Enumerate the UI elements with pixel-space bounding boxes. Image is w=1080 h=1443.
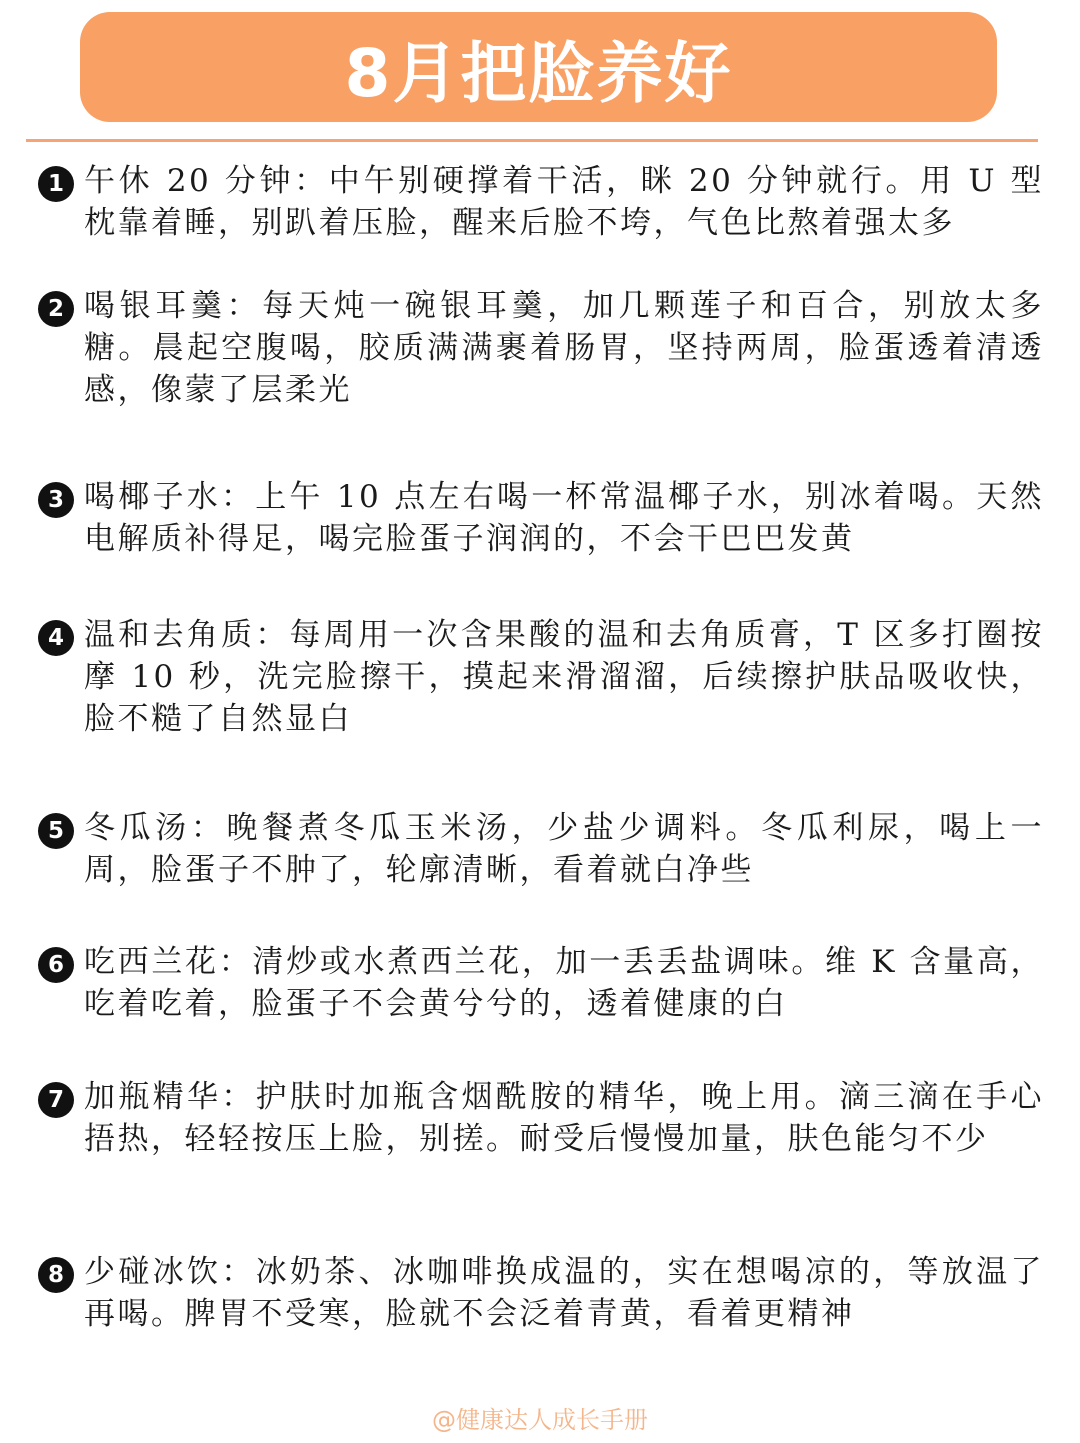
tip-text bbox=[84, 614, 1044, 740]
number-badge-icon: 4 bbox=[38, 620, 74, 656]
tip-item bbox=[38, 476, 1058, 560]
tip-item bbox=[38, 160, 1058, 244]
tip-label: 少碰冰饮： bbox=[84, 1254, 256, 1290]
tip-text bbox=[84, 476, 1044, 560]
number-badge-icon: 5 bbox=[38, 813, 74, 849]
tip-body: 冰奶茶、冰咖啡换成温的，实在想喝凉的，等放温了再喝。脾胃不受寒，脸就不会泛着青黄，看着更精神 bbox=[84, 1254, 1045, 1332]
tip-label: 吃西兰花： bbox=[84, 944, 253, 980]
tip-item bbox=[38, 285, 1058, 411]
tip-label: 喝椰子水： bbox=[84, 479, 256, 515]
title-banner bbox=[80, 12, 997, 122]
number-badge-icon: 3 bbox=[38, 482, 74, 518]
tip-body: 中午别硬撑着干活，眯 20 分钟就行。用 U 型枕靠着睡，别趴着压脸，醒来后脸不垮，气色比熬着强太多 bbox=[84, 163, 1044, 241]
tip-body: 晚餐煮冬瓜玉米汤，少盐少调料。冬瓜利尿，喝上一周，脸蛋子不肿了，轮廓清晰，看着就白净些 bbox=[84, 810, 1045, 888]
tip-body: 上午 10 点左右喝一杯常温椰子水，别冰着喝。天然电解质补得足，喝完脸蛋子润润的，不会干巴巴发黄 bbox=[84, 479, 1045, 557]
tip-body: 护肤时加瓶含烟酰胺的精华，晚上用。滴三滴在手心捂热，轻轻按压上脸，别搓。耐受后慢慢加量，肤色能匀不少 bbox=[84, 1079, 1045, 1157]
tip-body: 每周用一次含果酸的温和去角质膏，T 区多打圈按摩 10 秒，洗完脸擦干，摸起来滑溜溜，后续擦护肤品吸收快，脸不糙了自然显白 bbox=[84, 617, 1044, 737]
number-badge-icon: 6 bbox=[38, 947, 74, 983]
tip-text bbox=[84, 285, 1044, 411]
page-title: 8月把脸养好 bbox=[344, 34, 733, 112]
number-badge-icon: 1 bbox=[38, 166, 74, 202]
tip-body: 清炒或水煮西兰花，加一丢丢盐调味。维 K 含量高，吃着吃着，脸蛋子不会黄兮兮的，透着健康的白 bbox=[84, 944, 1044, 1022]
tip-text bbox=[84, 807, 1044, 891]
number-badge-icon: 2 bbox=[38, 291, 74, 327]
tip-label: 加瓶精华： bbox=[84, 1079, 256, 1115]
number-badge-icon: 8 bbox=[38, 1257, 74, 1293]
tip-label: 温和去角质： bbox=[84, 617, 290, 653]
tip-item bbox=[38, 941, 1058, 1025]
tip-item bbox=[38, 1076, 1058, 1160]
tip-label: 冬瓜汤： bbox=[84, 810, 227, 846]
tip-text bbox=[84, 941, 1044, 1025]
tip-text bbox=[84, 1251, 1044, 1335]
number-badge-icon: 7 bbox=[38, 1082, 74, 1118]
tip-label: 午休 20 分钟： bbox=[84, 163, 329, 199]
tip-item bbox=[38, 1251, 1058, 1335]
tip-body: 每天炖一碗银耳羹，加几颗莲子和百合，别放太多糖。晨起空腹喝，胶质满满裹着肠胃，坚持两周，脸蛋透着清透感，像蒙了层柔光 bbox=[84, 288, 1045, 408]
tip-item bbox=[38, 807, 1058, 891]
tip-label: 喝银耳羹： bbox=[84, 288, 263, 324]
tip-item bbox=[38, 614, 1058, 740]
tip-text bbox=[84, 1076, 1044, 1160]
header-divider bbox=[26, 139, 1038, 142]
tip-text bbox=[84, 160, 1044, 244]
watermark: @健康达人成长手册 bbox=[432, 1406, 648, 1434]
